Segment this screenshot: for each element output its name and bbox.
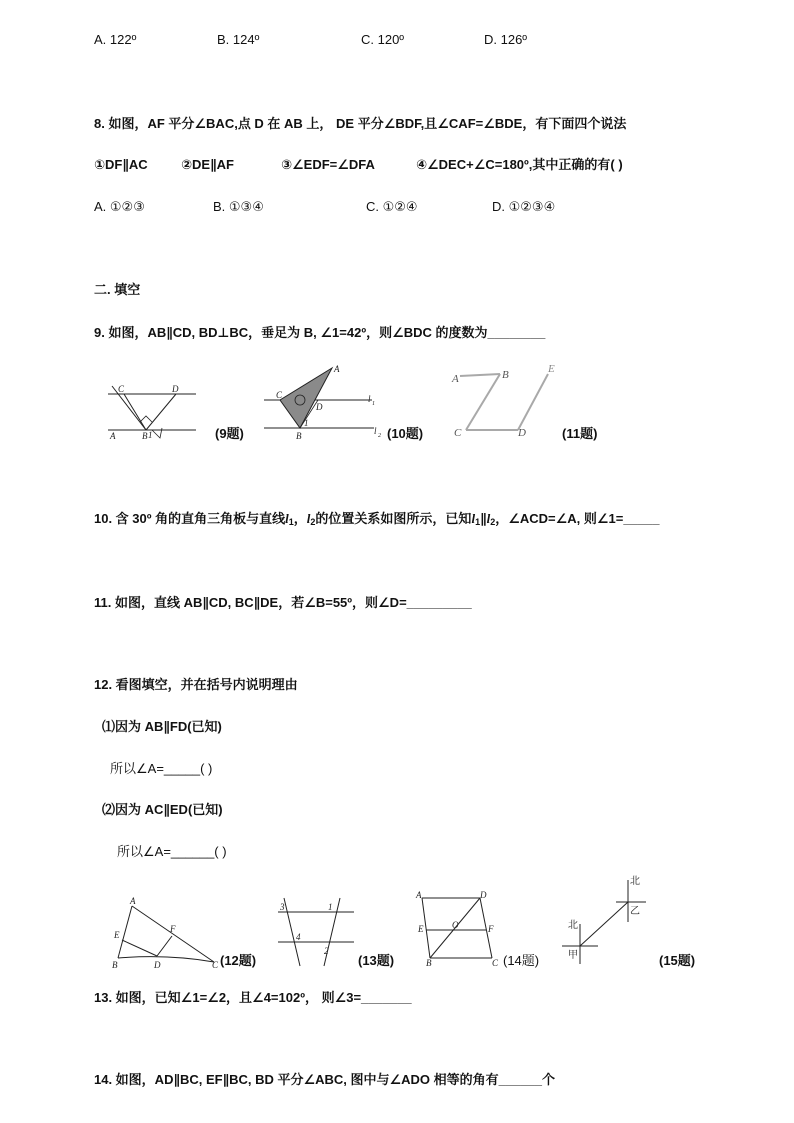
fig12-label-f: F — [170, 924, 176, 934]
figure-14 — [414, 890, 510, 970]
fig10-label-l1-sub: 1 — [372, 401, 375, 407]
fig14-label-e: E — [418, 924, 424, 934]
fig13-label-1: 1 — [328, 902, 333, 912]
section-title: 二. 填空 — [94, 282, 141, 297]
fig9-label-a: A — [110, 431, 116, 441]
figure-12 — [108, 894, 224, 970]
q8-statement-1: ①DF∥AC — [94, 157, 148, 172]
fig13-label-4: 4 — [296, 932, 301, 942]
fig12-label-d: D — [154, 960, 161, 970]
q7-option-a: A. 122º — [94, 32, 137, 47]
caption-fig11: (11题) — [562, 426, 598, 441]
fig10-label-c: C — [276, 390, 283, 400]
fig14-label-c: C — [492, 958, 499, 968]
caption-fig13: (13题) — [358, 953, 395, 968]
q12-part2-answer: 所以∠A=______( ) — [117, 844, 227, 859]
fig9-label-1: 1 — [148, 430, 153, 440]
figure-9 — [104, 382, 200, 442]
fig12-label-c: C — [212, 960, 219, 970]
fig15-label-north-bottom: 北 — [568, 920, 578, 931]
fig13-label-2: 2 — [324, 946, 329, 956]
fig12-label-a: A — [130, 896, 136, 906]
q8-statement-3: ③∠EDF=∠DFA — [281, 157, 375, 172]
q12-part1: ⑴因为 AB∥FD(已知) — [102, 719, 222, 734]
fig15-label-jia: 甲 — [568, 950, 578, 961]
fig9-label-c: C — [118, 384, 125, 394]
q12-part2: ⑵因为 AC∥ED(已知) — [102, 802, 223, 817]
caption-fig15: (15题) — [659, 953, 696, 968]
caption-fig9: (9题) — [215, 426, 244, 441]
q7-option-c: C. 120º — [361, 32, 405, 47]
fig10-label-b: B — [296, 431, 302, 441]
q8-option-a: A. ①②③ — [94, 199, 145, 214]
fig10-label-d: D — [316, 402, 323, 412]
fig12-label-b: B — [112, 960, 118, 970]
fig14-label-d: D — [480, 890, 487, 900]
q12-stem: 12. 看图填空，并在括号内说明理由 — [94, 677, 298, 692]
fig9-label-d: D — [172, 384, 179, 394]
q11-text: 11. 如图，直线 AB∥CD, BC∥DE，若∠B=55º，则∠D=_________ — [94, 595, 472, 610]
fig11-label-e: E — [548, 363, 555, 375]
fig10-label-l1: l — [368, 394, 371, 404]
fig11-label-b: B — [502, 369, 509, 381]
fig14-label-b: B — [426, 958, 432, 968]
fig11-label-a: A — [452, 373, 459, 385]
fig9-label-b: B — [142, 431, 148, 441]
fig14-label-f: F — [488, 924, 494, 934]
fig12-label-e: E — [114, 930, 120, 940]
q9-text: 9. 如图，AB∥CD, BD⊥BC，垂足为 B, ∠1=42º，则∠BDC 的度数为________ — [94, 325, 546, 340]
q7-option-d: D. 126º — [484, 32, 528, 47]
fig15-label-north-top: 北 — [630, 876, 640, 887]
q12-part1-answer: 所以∠A=_____( ) — [110, 761, 213, 776]
q8-option-d: D. ①②③④ — [492, 199, 556, 214]
q7-option-b: B. 124º — [217, 32, 260, 47]
figure-10 — [262, 364, 386, 444]
q8-statement-4: ④∠DEC+∠C=180º,其中正确的有( ) — [416, 157, 623, 172]
figure-13 — [270, 892, 362, 970]
q13-text: 13. 如图，已知∠1=∠2，且∠4=102º， 则∠3=_______ — [94, 990, 412, 1005]
q8-statement-2: ②DE∥AF — [181, 157, 234, 172]
fig14-label-a: A — [416, 890, 422, 900]
fig14-label-o: O — [452, 920, 459, 930]
fig10-label-l2-sub: 2 — [378, 433, 381, 439]
q8-option-c: C. ①②④ — [366, 199, 418, 214]
caption-fig10: (10题) — [387, 426, 424, 441]
q8-stem: 8. 如图，AF 平分∠BAC,点 D 在 AB 上， DE 平分∠BDF,且∠CAF=∠BDE，有下面四个说法 — [94, 116, 627, 131]
fig10-label-1: 1 — [304, 418, 309, 428]
caption-fig14: (14题) — [503, 953, 540, 968]
caption-fig12: (12题) — [220, 953, 257, 968]
fig11-label-c: C — [454, 427, 462, 439]
fig10-label-a: A — [334, 364, 340, 374]
q10-text: 10. 含 30º 角的直角三角板与直线$l_1$，$l_2$的位置关系如图所示，已知$l_1\parallel l_2$，∠ACD=∠A, 则∠1=_____ — [94, 511, 660, 527]
figure-11 — [446, 360, 566, 444]
q8-option-b: B. ①③④ — [213, 199, 264, 214]
fig15-label-yi: 乙 — [630, 906, 640, 917]
fig10-label-l2: l — [374, 426, 377, 436]
q14-text: 14. 如图，AD∥BC, EF∥BC, BD 平分∠ABC, 图中与∠ADO 相等的角有______个 — [94, 1072, 556, 1087]
figure-15 — [556, 872, 656, 968]
fig13-label-3: 3 — [280, 902, 285, 912]
fig11-label-d: D — [518, 427, 526, 439]
